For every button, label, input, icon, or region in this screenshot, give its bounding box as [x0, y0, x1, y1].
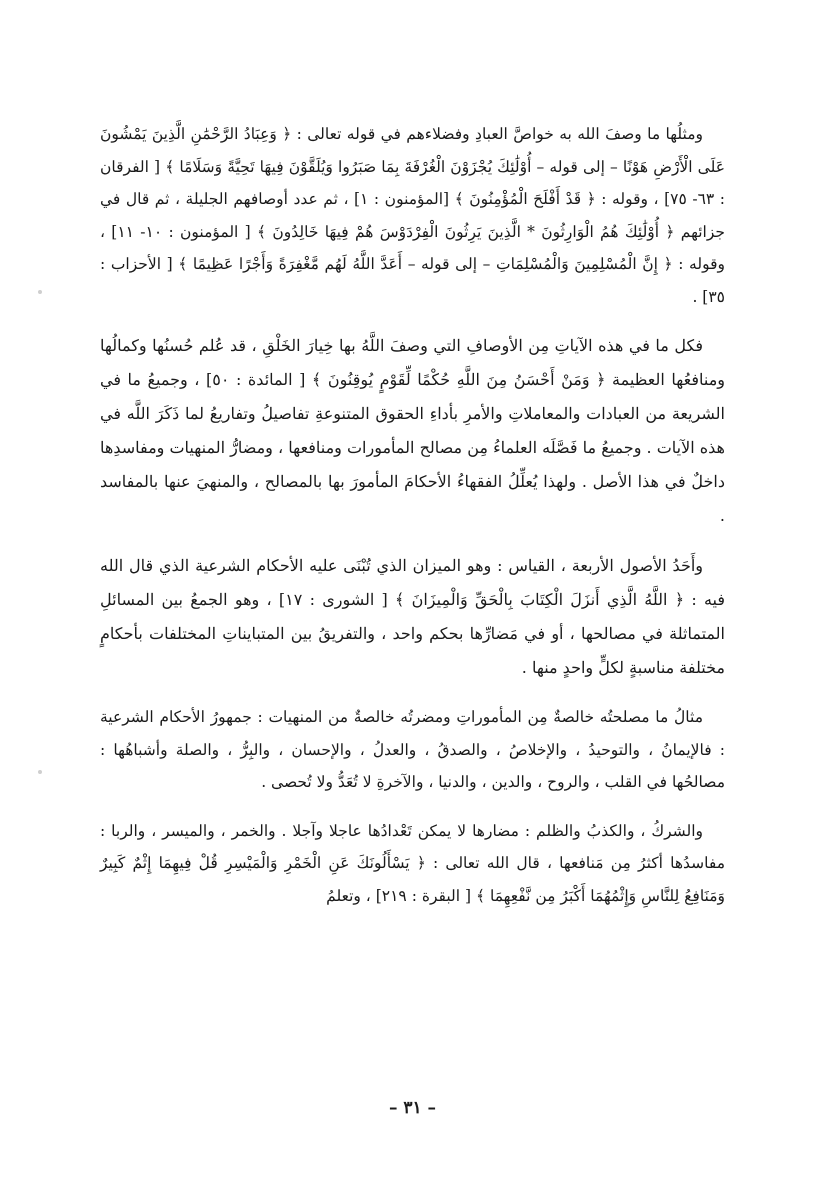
paragraph-5: والشركُ ، والكذبُ والظلم : مضارها لا يمكن تَعْدادُها عاجلا وآجلا . والخمر ، والميسر ، والربا : مفاسدُها أكثرُ مِن مَنافعها ، قال الله تعالى : ﴿ يَسْأَلُونَكَ عَنِ الْخَمْرِ وَالْمَيْسِرِ قُلْ فِيهِمَا إِثْمٌ كَبِيرٌ وَمَنَافِعُ لِلنَّاسِ وَإِثْمُهُمَا أَكْبَرُ مِن نَّفْعِهِمَا ﴾ [ البقرة : ٢١٩] ، وتعلمُ [100, 821, 725, 905]
paragraph-3: وأَحَدُ الأصول الأربعة ، القياس : وهو الميزان الذي تُبْنَى عليه الأحكام الشرعية الذي قال الله فيه : ﴿ اللَّهُ الَّذِي أَنزَلَ الْكِتَابَ بِالْحَقِّ وَالْمِيزَانَ ﴾ [ الشورى : ١٧] ، وهو الجمعُ بين المسائلِ المتماثلة في مصالحها ، أو في مَضارِّها بحكم واحد ، والتفريقُ بين المتبايناتِ المختلفات بأحكامٍ مختلفة مناسبةٍ لكلٍّ واحدٍ منها . [100, 556, 725, 677]
paragraph-1: ومثلُها ما وصفَ الله به خواصَّ العبادِ وفضلاءهم في قوله تعالى : ﴿ وَعِبَادُ الرَّحْمَٰنِ الَّذِينَ يَمْشُونَ عَلَى الْأَرْضِ هَوْنًا – إلى قوله – أُوْلَٰئِكَ يُجْزَوْنَ الْغُرْفَةَ بِمَا صَبَرُوا وَيُلَقَّوْنَ فِيهَا تَحِيَّةً وَسَلَامًا ﴾ [ الفرقان : ٦٣- ٧٥] ، وقوله : ﴿ قَدْ أَفْلَحَ الْمُؤْمِنُونَ ﴾ [المؤمنون : ١] ، ثم عدد أوصافهم الجليلة ، ثم قال في جزائهم ﴿ أُوْلَٰئِكَ هُمُ الْوَارِثُونَ * الَّذِينَ يَرِثُونَ الْفِرْدَوْسَ هُمْ فِيهَا خَالِدُونَ ﴾ [ المؤمنون : ١٠- ١١] ، وقوله : ﴿ إِنَّ الْمُسْلِمِينَ وَالْمُسْلِمَاتِ – إلى قوله – أَعَدَّ اللَّهُ لَهُم مَّغْفِرَةً وَأَجْرًا عَظِيمًا ﴾ [ الأحزاب : ٣٥] . [100, 125, 725, 306]
margin-speck [38, 290, 42, 294]
paragraph-2: فكل ما في هذه الآياتِ مِن الأوصافِ التي وصفَ اللَّهُ بها خِيارَ الخَلْقِ ، قد عُلم حُسنُها وكمالُها ومنافعُها العظيمة ﴿ وَمَنْ أَحْسَنُ مِنَ اللَّهِ حُكْمًا لِّقَوْمٍ يُوقِنُونَ ﴾ [ المائدة : ٥٠] ، وجميعُ ما في الشريعة من العبادات والمعاملاتِ والأمرِ بأداءِ الحقوق المتنوعةِ تفاصيلُ وتفاريعُ لما ذَكَرَ اللَّه في هذه الآيات . وجميعُ ما فَصَّلَه العلماءُ مِن مصالح المأمورات ومنافعها ، ومضارُّ المنهيات ومفاسدِها داخلٌ في هذا الأصل . ولهذا يُعلِّلُ الفقهاءُ الأحكامَ المأمورَ بها بالمصالح ، والمنهيَ عنها بالمفاسد . [100, 336, 725, 525]
paragraph-4: مثالُ ما مصلحتُه خالصةٌ مِن المأموراتِ ومضرتُه خالصةٌ من المنهيات : جمهورُ الأحكام الشرعية : فالإيمانُ ، والتوحيدُ ، والإخلاصُ ، والصدقُ ، والعدلُ ، والإحسان ، والبِرُّ ، والصلة وأشباهُها : مصالحُها في القلب ، والروح ، والدين ، والدنيا ، والآخرةِ لا تُعَدُّ ولا تُحصى . [100, 708, 725, 791]
page-body [100, 118, 725, 928]
page-number: – ٣١ – [388, 1098, 437, 1118]
margin-speck [38, 770, 42, 774]
